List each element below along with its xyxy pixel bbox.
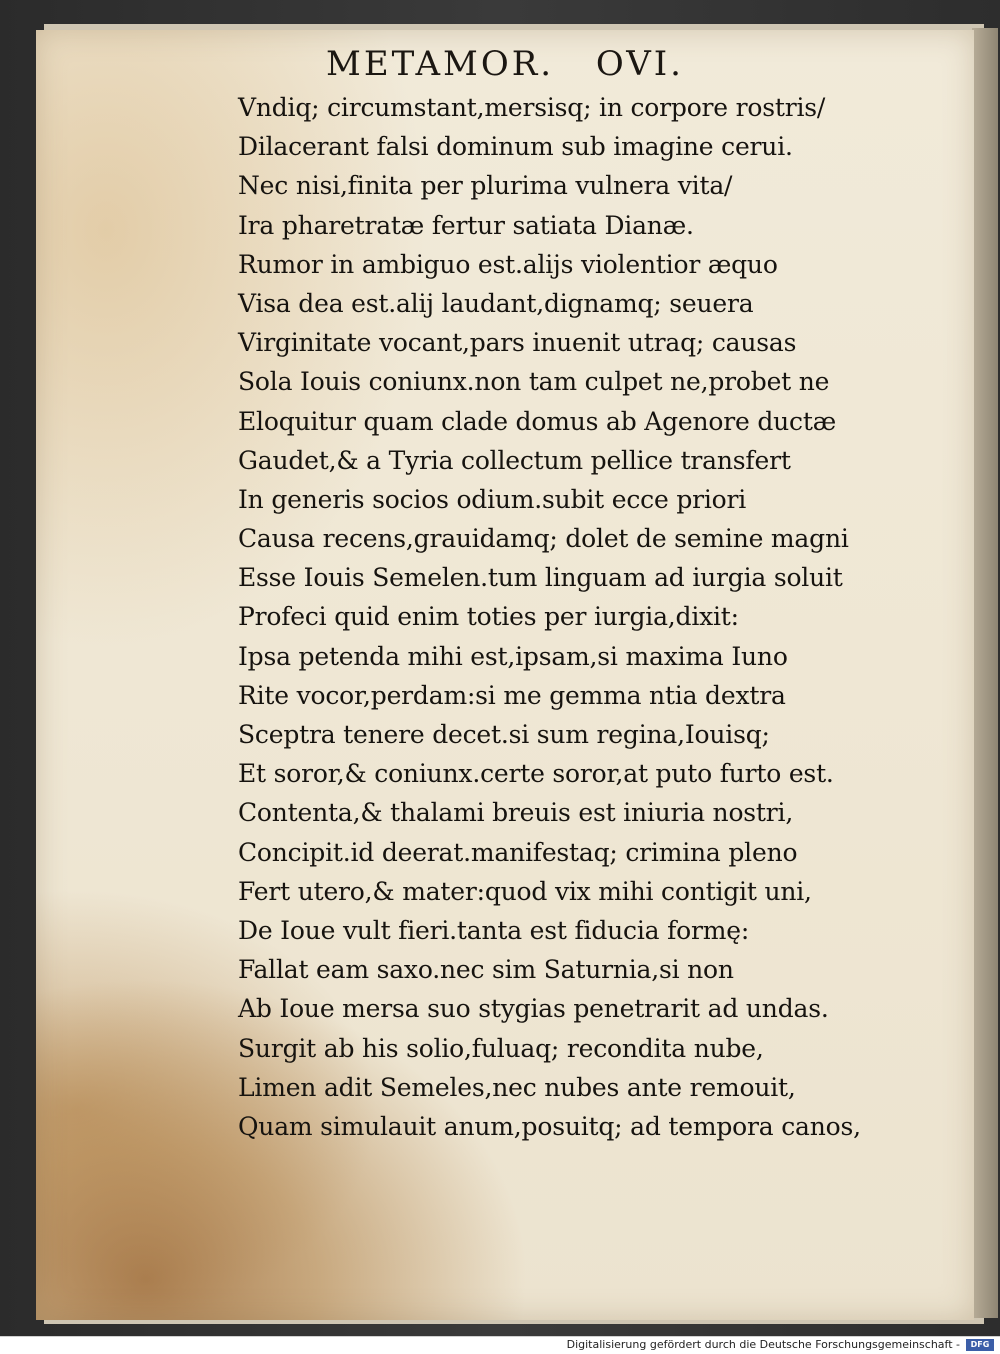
verse-line: Fallat eam saxo.nec sim Saturnia,si non <box>238 955 734 985</box>
verse-line: Contenta,& thalami breuis est iniuria nostri, <box>238 798 794 828</box>
verse-line: Eloquitur quam clade domus ab Agenore ductæ <box>238 406 836 436</box>
verse-line: Visa dea est.alij laudant,dignamq; seuera <box>238 288 754 318</box>
verse-line: Rumor in ambiguo est.alijs violentior æquo <box>238 249 778 279</box>
verse-line: Surgit ab his solio,fuluaq; recondita nube, <box>238 1033 764 1063</box>
facing-page-edge <box>972 28 998 1318</box>
verse-line: Gaudet,& a Tyria collectum pellice transfert <box>238 445 791 475</box>
verse-line: Quam simulauit anum,posuitq; ad tempora canos, <box>238 1111 861 1141</box>
running-header-title: METAMOR. <box>326 44 555 84</box>
running-header <box>36 44 974 84</box>
verse-line: De Ioue vult fieri.tanta est fiducia formę: <box>238 915 750 945</box>
verse-line: Concipit.id deerat.manifestaq; crimina pleno <box>238 837 798 867</box>
verse-block <box>238 88 878 1146</box>
verse-line: Rite vocor,perdam:si me gemma ntia dextra <box>238 680 786 710</box>
verse-line: Esse Iouis Semelen.tum linguam ad iurgia soluit <box>238 563 843 593</box>
verse-line: Fert utero,& mater:quod vix mihi contigit uni, <box>238 876 812 906</box>
verse-line: Limen adit Semeles,nec nubes ante remouit, <box>238 1072 796 1102</box>
verse-line: Vndiq; circumstant,mersisq; in corpore rostris/ <box>238 93 826 122</box>
book-page <box>36 30 974 1320</box>
running-header-author: OVI. <box>595 44 684 84</box>
verse-line: Sceptra tenere decet.si sum regina,Iouisq; <box>238 720 770 749</box>
verse-line: Sola Iouis coniunx.non tam culpet ne,probet ne <box>238 367 830 397</box>
funding-notice: Digitalisierung gefördert durch die Deutsche Forschungsgemeinschaft - <box>566 1338 960 1351</box>
verse-line: In generis socios odium.subit ecce priori <box>238 484 747 514</box>
verse-line: Nec nisi,finita per plurima vulnera vita/ <box>238 171 733 201</box>
verse-line: Virginitate vocant,pars inuenit utraq; causas <box>238 328 797 358</box>
verse-line: Et soror,& coniunx.certe soror,at puto furto est. <box>238 759 834 789</box>
digitization-footer <box>0 1336 1000 1354</box>
verse-line: Ipsa petenda mihi est,ipsam,si maxima Iuno <box>238 641 788 671</box>
verse-line: Ira pharetratæ fertur satiata Dianæ. <box>238 210 694 240</box>
dfg-logo: DFG <box>966 1339 994 1351</box>
verse-line: Profeci quid enim toties per iurgia,dixit: <box>238 602 739 632</box>
verse-line: Dilacerant falsi dominum sub imagine cerui. <box>238 132 793 162</box>
verse-line: Ab Ioue mersa suo stygias penetrarit ad undas. <box>238 994 829 1024</box>
verse-line: Causa recens,grauidamq; dolet de semine magni <box>238 524 849 554</box>
